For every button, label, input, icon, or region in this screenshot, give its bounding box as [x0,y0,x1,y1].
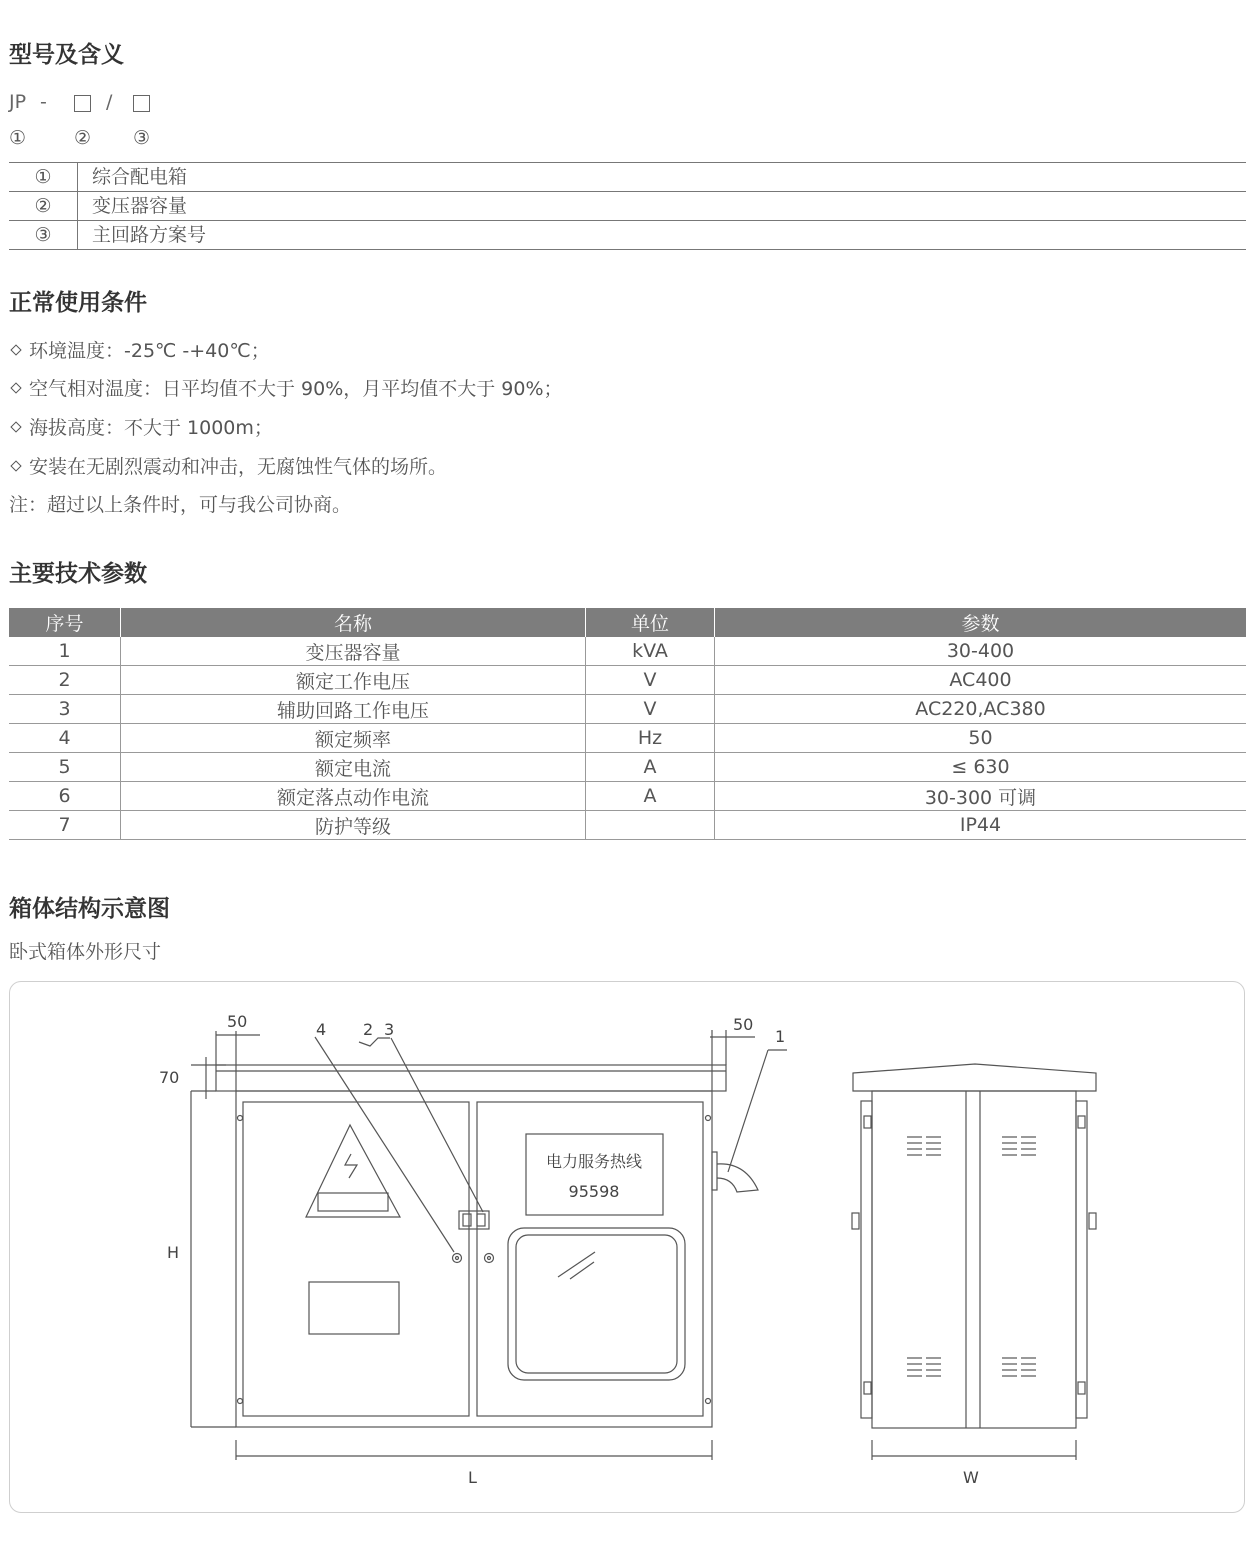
model-dash: - [40,91,47,113]
row-label: 变压器容量 [92,195,188,217]
column-header: 序号 [9,608,121,637]
table-row [9,192,1246,221]
table-cell: 防护等级 [121,811,586,840]
table-cell: 7 [9,811,121,840]
condition-item: 安装在无剧烈震动和冲击，无腐蚀性气体的场所。 [9,452,447,479]
callout-3: 3 [384,1020,395,1039]
table-cell: A [586,753,715,782]
model-marker: ② [74,127,92,149]
callout-4: 4 [316,1020,327,1039]
table-cell: 额定工作电压 [121,666,586,695]
service-sign-title: 电力服务热线 [545,1152,643,1171]
row-label: 综合配电箱 [92,166,188,188]
table-cell: 1 [9,637,121,666]
table-cell: 30-300 可调 [715,782,1247,811]
bullet-diamond-icon [10,344,21,355]
callout-2: 2 [363,1020,374,1039]
table-cell: 50 [715,724,1247,753]
table-cell: 额定电流 [121,753,586,782]
model-marker: ① [9,127,27,149]
table-cell: IP44 [715,811,1247,840]
table-header-row [9,608,1246,637]
bullet-diamond-icon [10,421,21,432]
table-cell: 3 [9,695,121,724]
table-cell: 额定落点动作电流 [121,782,586,811]
model-box-2 [133,94,150,116]
condition-item: 环境温度：-25℃ -+40℃； [9,336,270,363]
table-row [9,753,1246,782]
table-cell: kVA [586,637,715,666]
section-title-conditions: 正常使用条件 [9,290,147,316]
table-cell: V [586,695,715,724]
cabinet-drawing [10,982,1245,1513]
table-row [9,221,1246,250]
dim-label-70: 70 [159,1068,180,1087]
table-cell: 额定频率 [121,724,586,753]
condition-note: 注：超过以上条件时，可与我公司协商。 [9,494,352,516]
table-cell: 5 [9,753,121,782]
section-title-structure: 箱体结构示意图 [9,896,170,922]
table-cell: A [586,782,715,811]
condition-item: 空气相对温度：日平均值不大于 90%，月平均值不大于 90%； [9,374,563,401]
table-row [9,724,1246,753]
model-meaning-table [9,162,1246,250]
section-title-model: 型号及含义 [9,42,124,68]
bullet-diamond-icon [10,382,21,393]
column-header: 单位 [586,608,715,637]
model-slash: / [106,91,113,113]
dim-label-50-left: 50 [227,1012,248,1031]
diagram-subtitle: 卧式箱体外形尺寸 [9,941,162,963]
dim-label-h: H [167,1243,180,1262]
cabinet-diagram [9,981,1245,1513]
row-number: ③ [9,221,78,249]
table-cell: 辅助回路工作电压 [121,695,586,724]
callout-1: 1 [775,1027,786,1046]
row-number: ① [9,163,78,191]
model-box-1 [74,94,91,116]
table-cell: 6 [9,782,121,811]
table-cell: 30-400 [715,637,1247,666]
table-row [9,811,1246,840]
condition-item: 海拔高度：不大于 1000m； [9,413,273,440]
table-cell [586,811,715,840]
service-sign-number: 95598 [568,1182,620,1201]
table-row [9,695,1246,724]
table-cell: V [586,666,715,695]
table-cell: AC400 [715,666,1247,695]
table-cell: 2 [9,666,121,695]
table-cell: AC220,AC380 [715,695,1247,724]
table-row [9,163,1246,192]
bullet-diamond-icon [10,460,21,471]
model-marker: ③ [133,127,151,149]
params-table [9,608,1246,840]
section-title-params: 主要技术参数 [9,561,147,587]
model-prefix: JP [9,91,27,113]
table-row [9,666,1246,695]
row-label: 主回路方案号 [92,224,207,246]
dim-label-l: L [468,1468,477,1487]
table-cell: Hz [586,724,715,753]
dim-label-50-right: 50 [733,1015,754,1034]
column-header: 名称 [121,608,586,637]
row-number: ② [9,192,78,220]
dim-label-w: W [963,1468,979,1487]
column-header: 参数 [715,608,1247,637]
table-cell: ≤ 630 [715,753,1247,782]
table-cell: 4 [9,724,121,753]
table-cell: 变压器容量 [121,637,586,666]
table-row [9,637,1246,666]
table-row [9,782,1246,811]
